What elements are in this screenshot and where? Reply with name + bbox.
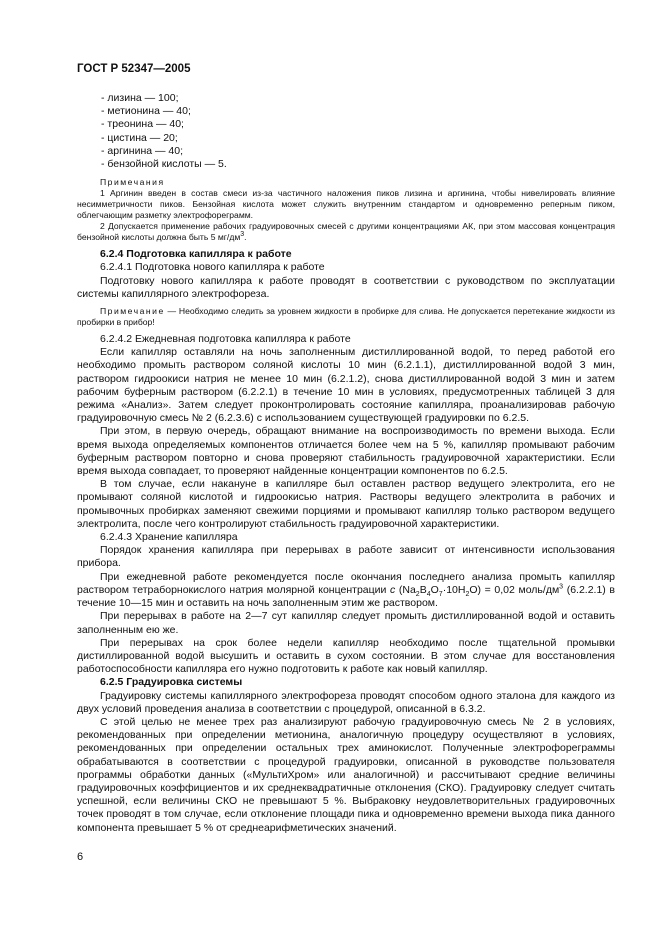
list-item: - треонина — 40; bbox=[101, 118, 184, 131]
section-6-2-4-1-heading: 6.2.4.1 Подготовка нового капилляра к работе bbox=[100, 261, 325, 274]
paragraph: Подготовку нового капилляра к работе проводят в соответствии с руководством по эксплуатации системы капиллярного электрофореза. bbox=[77, 274, 615, 300]
paragraph: При перерывах на срок более недели капилляр необходимо после тщательной промывки дистиллированной водой высушить и оставить в сухом состоянии. В этом случае для восстановления работоспособности капилляра его нужно подготовить к работе как новый капилляр. bbox=[77, 636, 615, 676]
paragraph: С этой целью не менее трех раз анализируют рабочую градуировочную смесь № 2 в условиях, рекомендованных при определении метионина, аналогичную процедуру осуществляют в условиях, рекомендованных при определении остальных трех аминокислот. Полученные электрофореграммы обрабатываются в соответствии с процедурой градуировки, описанной в руководстве пользователя программы обработки данных («МультиХром» или аналогичной) и рассчитывают средние величины градуировочных коэффициентов и их среднеквадратичные отклонения (СКО). Градуировку следует считать успешной, если величины СКО не превышают 5 %. Выбраковку неудовлетворительных градуировочных точек проводят в том случае, если отклонение площади пика и одновременно времени выхода пика данного компонента превышает 5 % от среднеарифметических значений. bbox=[77, 715, 615, 834]
note-2: 2 Допускается применение рабочих градуировочных смесей с другими концентрациями АК, при этом массовая концентрация бензойной кислоты должна быть 5 $мг/дм^3$. bbox=[77, 221, 615, 243]
section-6-2-4-3-heading: 6.2.4.3 Хранение капилляра bbox=[100, 531, 238, 544]
paragraph: В том случае, если накануне в капилляре был оставлен раствор ведущего электролита, его не промывают соляной кислотой и гидроокисью натрия. Растворы ведущего электролита в рабочих и промывочных пробирках заменяют свежими порциями и промывают капилляр только раствором ведущего электролита, после чего контролируют стабильность градуировочной характеристики. bbox=[77, 478, 615, 530]
list-item: - лизина — 100; bbox=[101, 92, 179, 104]
document-header: ГОСТ Р 52347—2005 bbox=[77, 63, 191, 75]
notes-title: Примечания bbox=[100, 177, 165, 188]
paragraph: При перерывах в работе на 2—7 сут капилляр следует промыть дистиллированной водой и оставить заполненным ею же. bbox=[77, 610, 615, 636]
list-item: - бензойной кислоты — 5. bbox=[101, 158, 227, 171]
list-item: - метионина — 40; bbox=[101, 105, 191, 118]
section-6-2-5-heading: 6.2.5 Градуировка системы bbox=[100, 676, 243, 689]
paragraph: Градуировку системы капиллярного электрофореза проводят способом одного эталона для каждого из двух условий проведения анализа в соответствии с процедурой, описанной в 6.3.2. bbox=[77, 689, 615, 715]
document-body bbox=[77, 92, 615, 835]
list-item: - цистина — 20; bbox=[101, 131, 178, 144]
paragraph: При ежедневной работе рекомендуется после окончания последнего анализа промыть капилляр раствором тетраборнокислого натрия молярной концентрации c $(Na_2B_4O_7\cdot 10H_2O) = 0,02$ моль/$дм^3$ (6.2.2.1) в течение 10—15 мин и оставить на ночь заполненным этим же раствором. bbox=[77, 570, 616, 610]
note: Примечание — Необходимо следить за уровнем жидкости в пробирке для слива. Не допускается перетекание жидкости из пробирки в прибор! bbox=[77, 306, 615, 328]
paragraph: Если капилляр оставляли на ночь заполненным дистиллированной водой, то перед работой его необходимо промыть раствором соляной кислоты 10 мин (6.2.1.1), дистиллированной водой 3 мин, раствором гидроокиси натрия не менее 10 мин (6.2.1.2), снова дистиллированной водой 3 мин и затем рабочим буферным раствором (6.2.2.1) в течение 10 мин в условиях, предусмотренных таблицей 3 для режима «Анализ». Затем следует проконтролировать состояние капилляра, проанализировав рабочую градуировочную смесь № 2 (6.2.3.6) с использованием существующей градуировки по 6.2.5. bbox=[77, 346, 615, 425]
list-item: - аргинина — 40; bbox=[101, 144, 184, 157]
note-1: 1 Аргинин введен в состав смеси из-за частичного наложения пиков лизина и аргинина, чтобы нивелировать влияние несимметричности пиков. Бензойная кислота может служить внутренним стандартом и одновременно реперным пиком, облегчающим разметку электрофореграмм. bbox=[77, 188, 615, 221]
paragraph: При этом, в первую очередь, обращают внимание на воспроизводимость по времени выхода. Если время выхода определяемых компонентов отличается более чем на 5 %, капилляр промывают рабочим буферным раствором повторно и снова проверяют стабильность градуировочной характеристики. Если время выхода совпадает, то проверяют найденные концентрации компонентов по 6.2.5. bbox=[77, 425, 615, 478]
section-6-2-4-heading: 6.2.4 Подготовка капилляра к работе bbox=[100, 248, 292, 261]
section-6-2-4-2-heading: 6.2.4.2 Ежедневная подготовка капилляра к работе bbox=[100, 333, 351, 346]
page-number: 6 bbox=[77, 851, 84, 863]
paragraph: Порядок хранения капилляра при перерывах в работе зависит от интенсивности использования прибора. bbox=[77, 544, 615, 570]
